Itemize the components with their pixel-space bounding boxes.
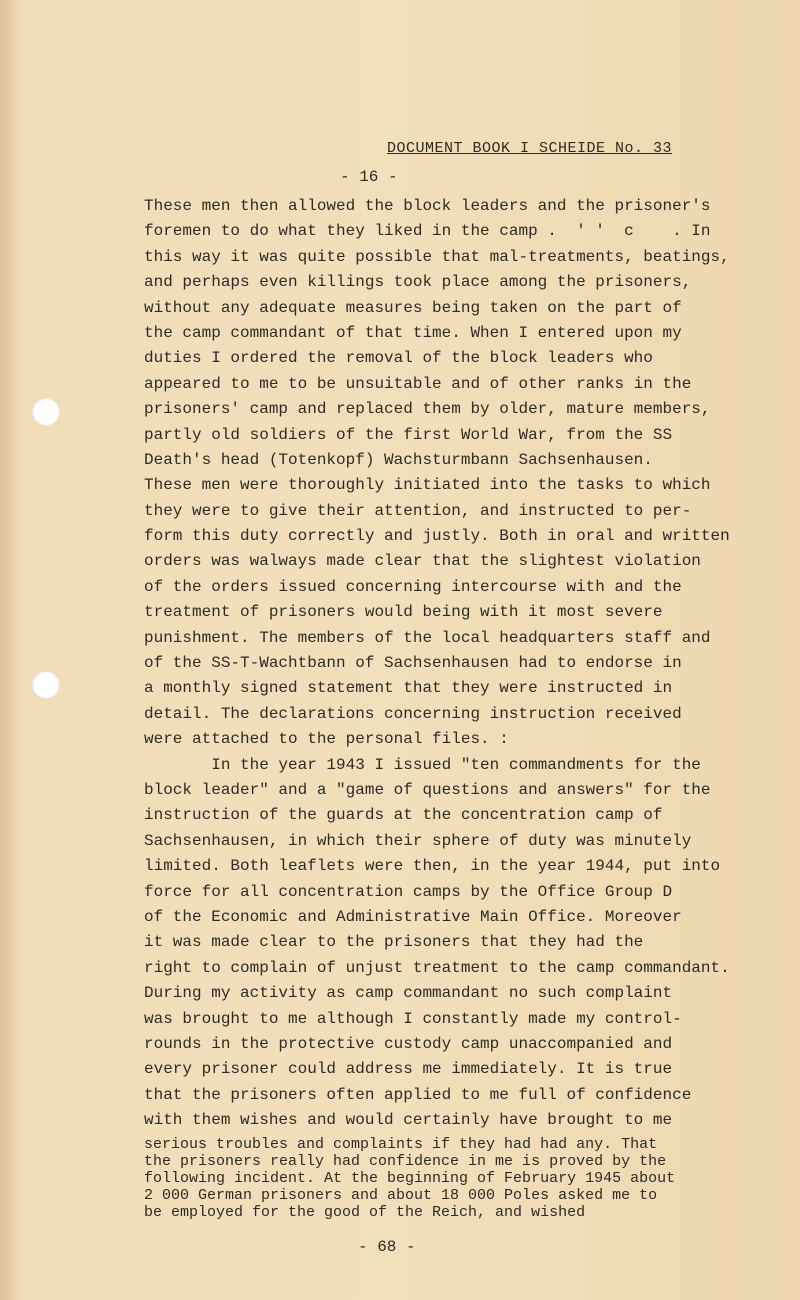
text-line: partly old soldiers of the first World War, from the SS [144,425,673,444]
text-line: form this duty correctly and justly. Both in oral and written [144,527,730,546]
text-line: of the Economic and Administrative Main Office. Moreover [144,907,682,926]
text-line: this way it was quite possible that mal-treatments, beatings, [144,247,730,266]
text-line: foremen to do what they liked in the camp . ' ' c . In [144,222,711,241]
text-line: rounds in the protective custody camp unaccompanied and [144,1034,673,1053]
body-text [144,194,784,1133]
text-line: appeared to me to be unsuitable and of other ranks in the [144,374,692,393]
text-line: orders was walways made clear that the slightest violation [144,552,701,571]
punch-hole-bottom [32,671,60,699]
text-line: of the orders issued concerning intercourse with and the [144,577,682,596]
text-line: it was made clear to the prisoners that they had the [144,933,644,952]
text-line: instruction of the guards at the concentration camp of [144,806,663,825]
text-line: In the year 1943 I issued "ten commandments for the [144,755,701,774]
text-line: with them wishes and would certainly have brought to me [144,1111,673,1130]
text-line: treatment of prisoners would being with it most severe [144,603,663,622]
text-line: be employed for the good of the Reich, and wished [144,1204,586,1221]
text-line: During my activity as camp commandant no such complaint [144,984,673,1003]
text-line: a monthly signed statement that they were instructed in [144,679,673,698]
text-line: every prisoner could address me immediately. It is true [144,1060,673,1079]
text-line: that the prisoners often applied to me full of confidence [144,1085,692,1104]
text-line: prisoners' camp and replaced them by older, mature members, [144,400,711,419]
text-line: duties I ordered the removal of the block leaders who [144,349,653,368]
text-line: following incident. At the beginning of February 1945 about [144,1170,676,1187]
text-line: force for all concentration camps by the Office Group D [144,882,673,901]
paper-edge [0,0,14,1300]
text-line: 2 000 German prisoners and about 18 000 Poles asked me to [144,1187,658,1204]
document-reference: DOCUMENT BOOK I SCHEIDE No. 33 [387,140,673,157]
text-line: Death's head (Totenkopf) Wachsturmbann Sachsenhausen. [144,450,653,469]
text-line: of the SS-T-Wachtbann of Sachsenhausen had to endorse in [144,654,682,673]
text-line: These men were thoroughly initiated into the tasks to which [144,476,711,495]
text-line: Sachsenhausen, in which their sphere of duty was minutely [144,831,692,850]
compressed-text-block [144,1136,784,1221]
text-line: the camp commandant of that time. When I entered upon my [144,323,682,342]
text-line: punishment. The members of the local headquarters staff and [144,628,711,647]
text-line: detail. The declarations concerning instruction received [144,704,682,723]
page-number-bottom: - 68 - [358,1238,416,1256]
text-line: right to complain of unjust treatment to the camp commandant. [144,958,730,977]
text-line: and perhaps even killings took place among the prisoners, [144,273,692,292]
text-line: they were to give their attention, and instructed to per- [144,501,692,520]
text-line: the prisoners really had confidence in me is proved by the [144,1153,667,1170]
text-line: were attached to the personal files. : [144,730,509,749]
text-line: block leader" and a "game of questions and answers" for the [144,780,711,799]
text-line: without any adequate measures being taken on the part of [144,298,682,317]
page-number-top: - 16 - [340,168,398,186]
text-line: limited. Both leaflets were then, in the year 1944, put into [144,857,721,876]
punch-hole-top [32,398,60,426]
text-line: These men then allowed the block leaders and the prisoner's [144,197,711,215]
text-line: serious troubles and complaints if they had had any. That [144,1136,658,1153]
text-line: was brought to me although I constantly made my control- [144,1009,682,1028]
